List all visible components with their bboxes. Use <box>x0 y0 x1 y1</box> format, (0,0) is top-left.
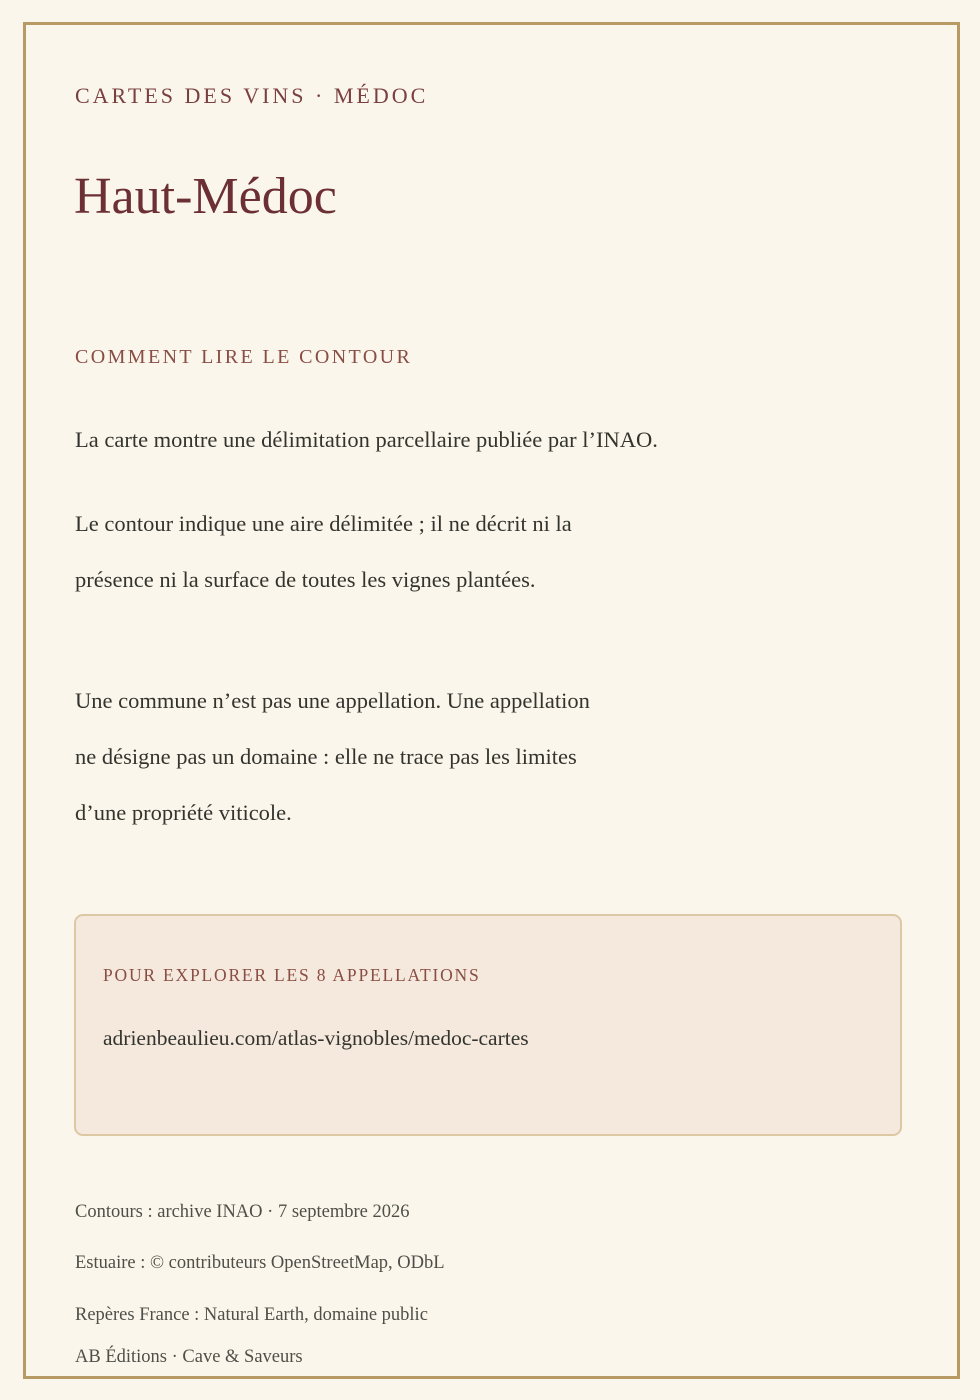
credit-publisher: AB Éditions · Cave & Saveurs <box>75 1347 303 1367</box>
atlas-link[interactable]: adrienbeaulieu.com/atlas-vignobles/medoc-cartes <box>103 1026 529 1050</box>
credit-estuaire: Estuaire : © contributeurs OpenStreetMap, ODbL <box>75 1253 445 1273</box>
paragraph-line: Le contour indique une aire délimitée ; il ne décrit ni la <box>75 511 572 536</box>
paragraph-line: La carte montre une délimitation parcellaire publiée par l’INAO. <box>75 427 658 452</box>
credit-contours: Contours : archive INAO · 7 septembre 2026 <box>75 1202 410 1222</box>
callout-heading: POUR EXPLORER LES 8 APPELLATIONS <box>103 965 481 985</box>
paragraph-line: ne désigne pas un domaine : elle ne trace pas les limites <box>75 744 577 769</box>
section-heading: COMMENT LIRE LE CONTOUR <box>75 346 413 368</box>
paragraph-line: d’une propriété viticole. <box>75 800 292 825</box>
eyebrow-label: CARTES DES VINS · MÉDOC <box>75 83 429 108</box>
paragraph-delimitation <box>75 412 658 468</box>
credit-reperes: Repères France : Natural Earth, domaine public <box>75 1305 428 1325</box>
paragraph-line: Une commune n’est pas une appellation. Une appellation <box>75 688 590 713</box>
page-title: Haut-Médoc <box>74 168 337 225</box>
paragraph-commune <box>75 673 590 841</box>
paragraph-contour <box>75 496 572 608</box>
paragraph-line: présence ni la surface de toutes les vignes plantées. <box>75 567 536 592</box>
explore-callout <box>74 914 902 1136</box>
